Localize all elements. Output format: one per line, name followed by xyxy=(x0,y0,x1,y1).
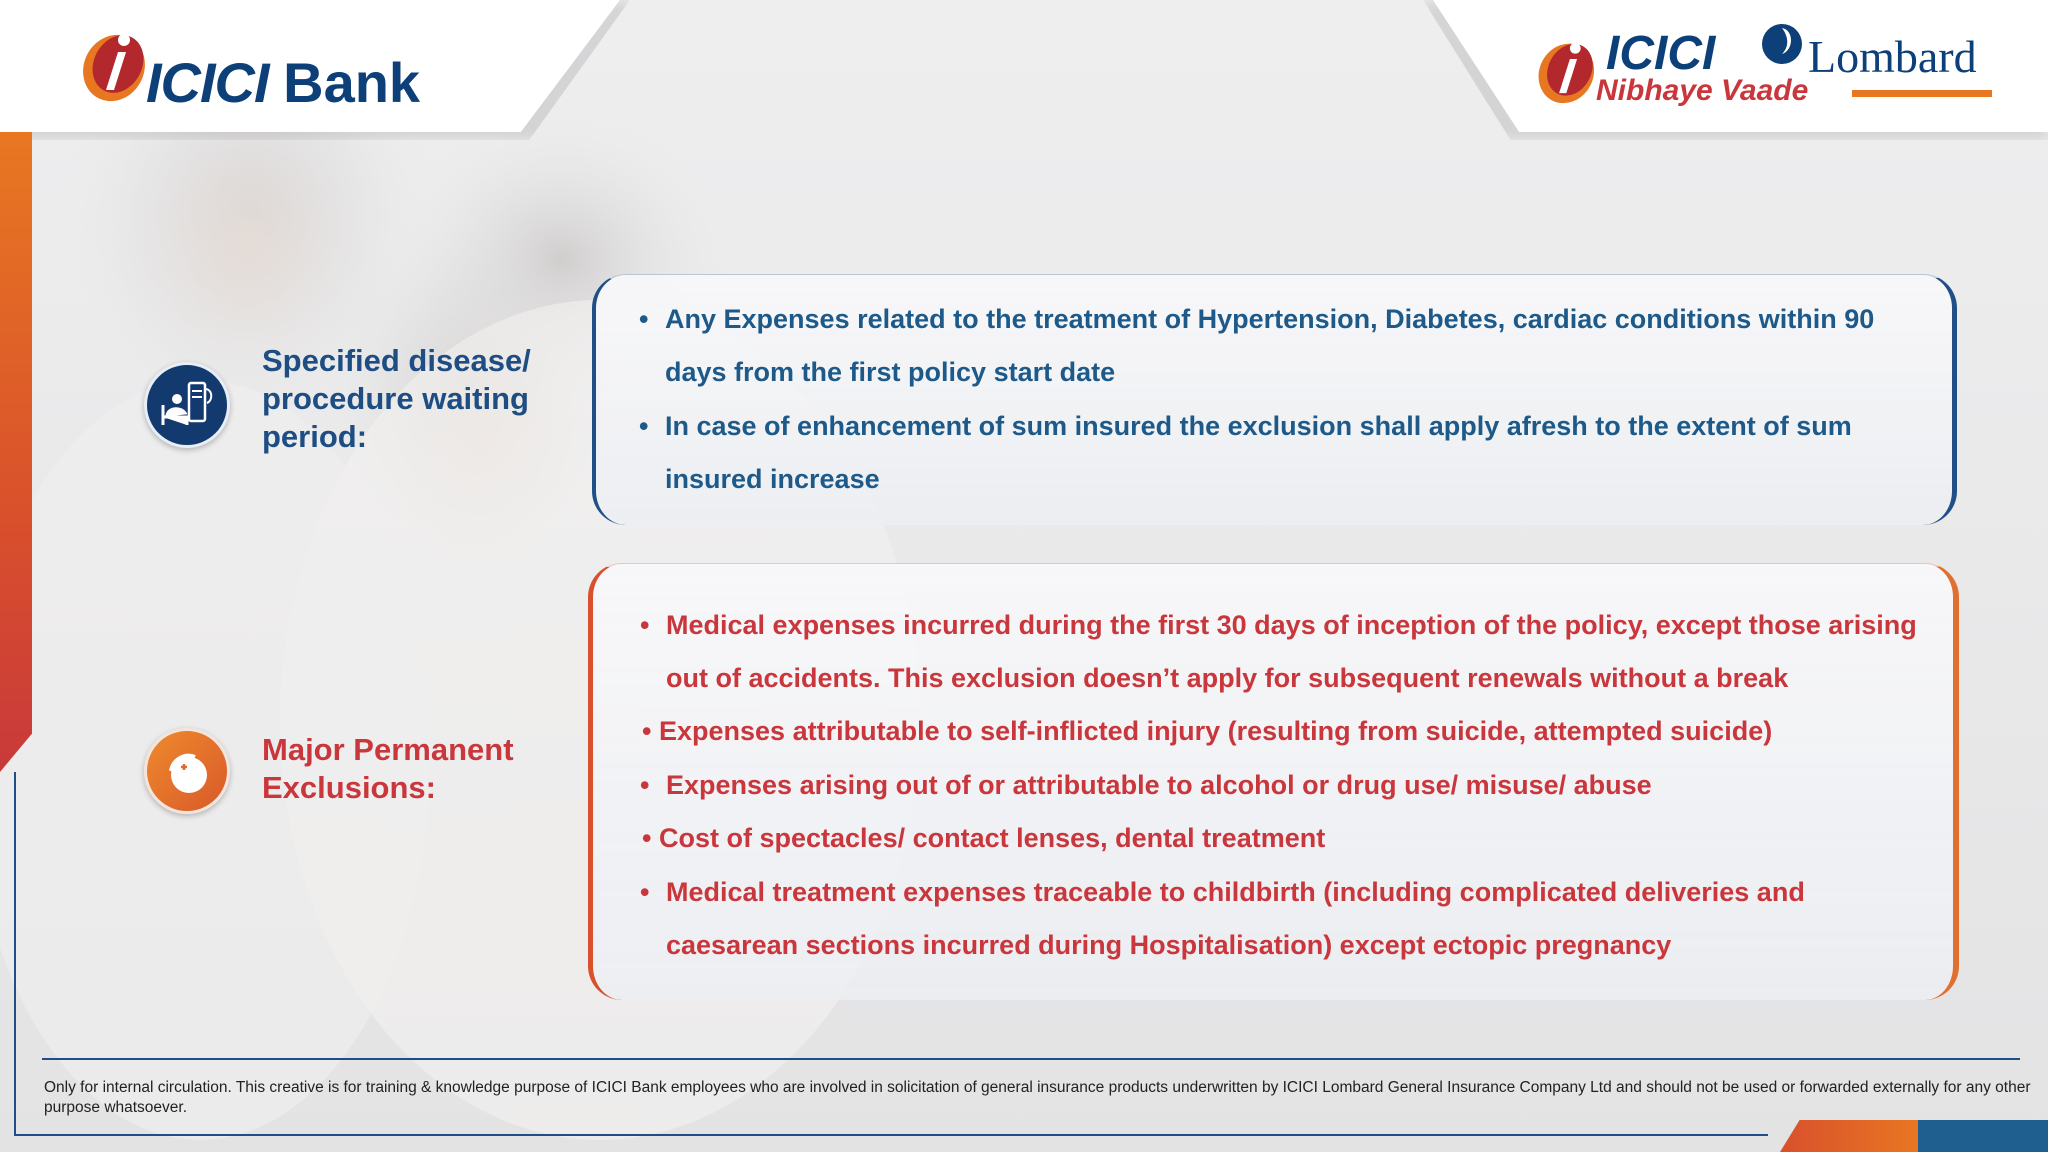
bullet-continuation: caesarean sections incurred during Hospitalisation) except ectopic pregnancy xyxy=(666,930,1672,960)
bullet-item xyxy=(639,400,1852,453)
frame-bottom-line xyxy=(14,1134,1768,1136)
lombard-swirl-icon xyxy=(1760,20,1804,68)
corner-accent-orange xyxy=(1780,1120,1920,1152)
bullet-item xyxy=(640,759,1652,812)
medical-cross-circle-icon xyxy=(144,728,230,814)
frame-left-line xyxy=(14,772,16,1136)
bullet-item xyxy=(640,599,1917,652)
icici-bank-logo xyxy=(78,22,478,112)
corner-accent-blue xyxy=(1918,1120,2048,1152)
icici-lombard-logo xyxy=(1530,18,2010,113)
bullet-text: Expenses arising out of or attributable to alcohol or drug use/ misuse/ abuse xyxy=(666,770,1652,800)
bullet-text: Any Expenses related to the treatment of Hypertension, Diabetes, cardiac conditions within 90 xyxy=(665,304,1875,334)
icici-i-logo-icon xyxy=(78,22,156,102)
bullet-text: In case of enhancement of sum insured the exclusion shall apply afresh to the extent of sum xyxy=(665,411,1852,441)
bullet-item xyxy=(640,866,1805,919)
bullet-dot: • xyxy=(640,877,650,907)
tagline-underline xyxy=(1852,90,1992,97)
bullet-dot: • xyxy=(639,411,649,441)
waiting-period-title: Specified disease/ procedure waiting period: xyxy=(262,343,531,454)
bullet-dot: • xyxy=(640,610,650,640)
bullet-dot: • xyxy=(640,770,650,800)
bullet-text: Medical treatment expenses traceable to childbirth (including complicated deliveries and xyxy=(666,877,1805,907)
footer-disclaimer: Only for internal circulation. This creative is for training & knowledge purpose of ICICI Bank employees who are involved in solicitation of general insurance products underwritten by ICICI Lombard General Insurance Company Ltd and should not be used or forwarded externally for any other purpose whatsoever. xyxy=(44,1079,2031,1116)
tagline: Nibhaye Vaade xyxy=(1596,74,1809,107)
bullet-text: Cost of spectacles/ contact lenses, dental treatment xyxy=(659,823,1326,853)
bullet-item xyxy=(639,293,1875,346)
bullet-text: Medical expenses incurred during the first 30 days of inception of the policy, except those arising xyxy=(666,610,1917,640)
left-accent-strip xyxy=(0,132,32,772)
footer-divider xyxy=(42,1058,2020,1060)
bullet-text: Expenses attributable to self-inflicted injury (resulting from suicide, attempted suicide) xyxy=(659,716,1773,746)
bullet-continuation: days from the first policy start date xyxy=(665,357,1116,387)
bullet-dot: • xyxy=(642,823,652,853)
icici-i-logo-icon xyxy=(1534,32,1604,104)
major-exclusions-title: Major Permanent Exclusions: xyxy=(262,732,514,805)
bank-wordmark: Bank xyxy=(283,51,421,114)
icici-wordmark: ICICI xyxy=(146,51,269,114)
bullet-item xyxy=(642,705,1773,758)
bullet-item xyxy=(642,812,1326,865)
patient-hospital-bed-icon xyxy=(144,362,230,448)
bullet-continuation: out of accidents. This exclusion doesn’t apply for subsequent renewals without a break xyxy=(666,663,1789,693)
bullet-continuation: insured increase xyxy=(665,464,880,494)
icici-bank-wordmark xyxy=(146,50,420,115)
bullet-dot: • xyxy=(642,716,652,746)
lombard-wordmark: Lombard xyxy=(1808,31,1977,82)
bullet-dot: • xyxy=(639,304,649,334)
icici-wordmark: ICICI xyxy=(1606,27,1716,80)
